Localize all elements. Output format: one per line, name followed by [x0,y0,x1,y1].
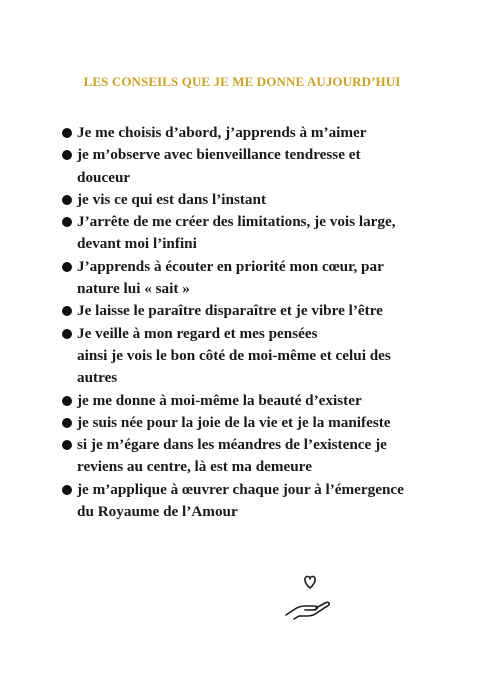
item-text: reviens au centre, là est ma demeure [77,458,312,476]
item-text: devant moi l’infini [77,235,197,253]
bullet-icon [62,418,72,428]
bullet-icon [62,485,72,495]
bullet-icon [62,396,72,406]
bullet-icon [62,329,72,339]
list-item [62,144,422,189]
bullet-icon [62,440,72,450]
list-item [62,479,422,524]
document-title: LES CONSEILS QUE JE ME DONNE AUJOURD’HUI [83,74,401,89]
bullet-icon [62,128,72,138]
item-text: douceur [77,168,131,186]
item-text: autres [77,369,118,387]
list-item [62,434,422,479]
bullet-icon [62,217,72,227]
list-item [62,390,422,412]
hand-with-heart-icon [283,574,337,620]
item-text: J’apprends à écouter en priorité mon cœur, par [77,257,384,275]
item-text: je me donne à moi-même la beauté d’exister [77,391,362,409]
item-text: du Royaume de l’Amour [77,503,238,521]
list-item [62,189,422,211]
list-item [62,256,422,301]
list-item [62,122,422,144]
list-item [62,211,422,256]
item-text: ainsi je vois le bon côté de moi-même et celui des [77,346,391,364]
advice-list [62,122,422,523]
item-text: Je veille à mon regard et mes pensées [77,324,318,342]
list-item [62,323,422,390]
item-text: je vis ce qui est dans l’instant [77,190,267,208]
item-text: si je m’égare dans les méandres de l’existence je [77,436,387,454]
list-item [62,300,422,322]
bullet-icon [62,306,72,316]
item-text: Je me choisis d’abord, j’apprends à m’aimer [77,124,367,141]
item-text: je suis née pour la joie de la vie et je la manifeste [77,413,391,431]
bullet-icon [62,195,72,205]
item-text: J’arrête de me créer des limitations, je vois large, [77,213,396,231]
item-text: nature lui « sait » [77,280,190,298]
list-item [62,412,422,434]
bullet-icon [62,150,72,160]
bullet-icon [62,262,72,272]
item-text: je m’applique à œuvrer chaque jour à l’émergence [77,480,404,498]
item-text: je m’observe avec bienveillance tendresse et [77,146,361,164]
item-text: Je laisse le paraître disparaître et je vibre l’être [77,302,383,320]
